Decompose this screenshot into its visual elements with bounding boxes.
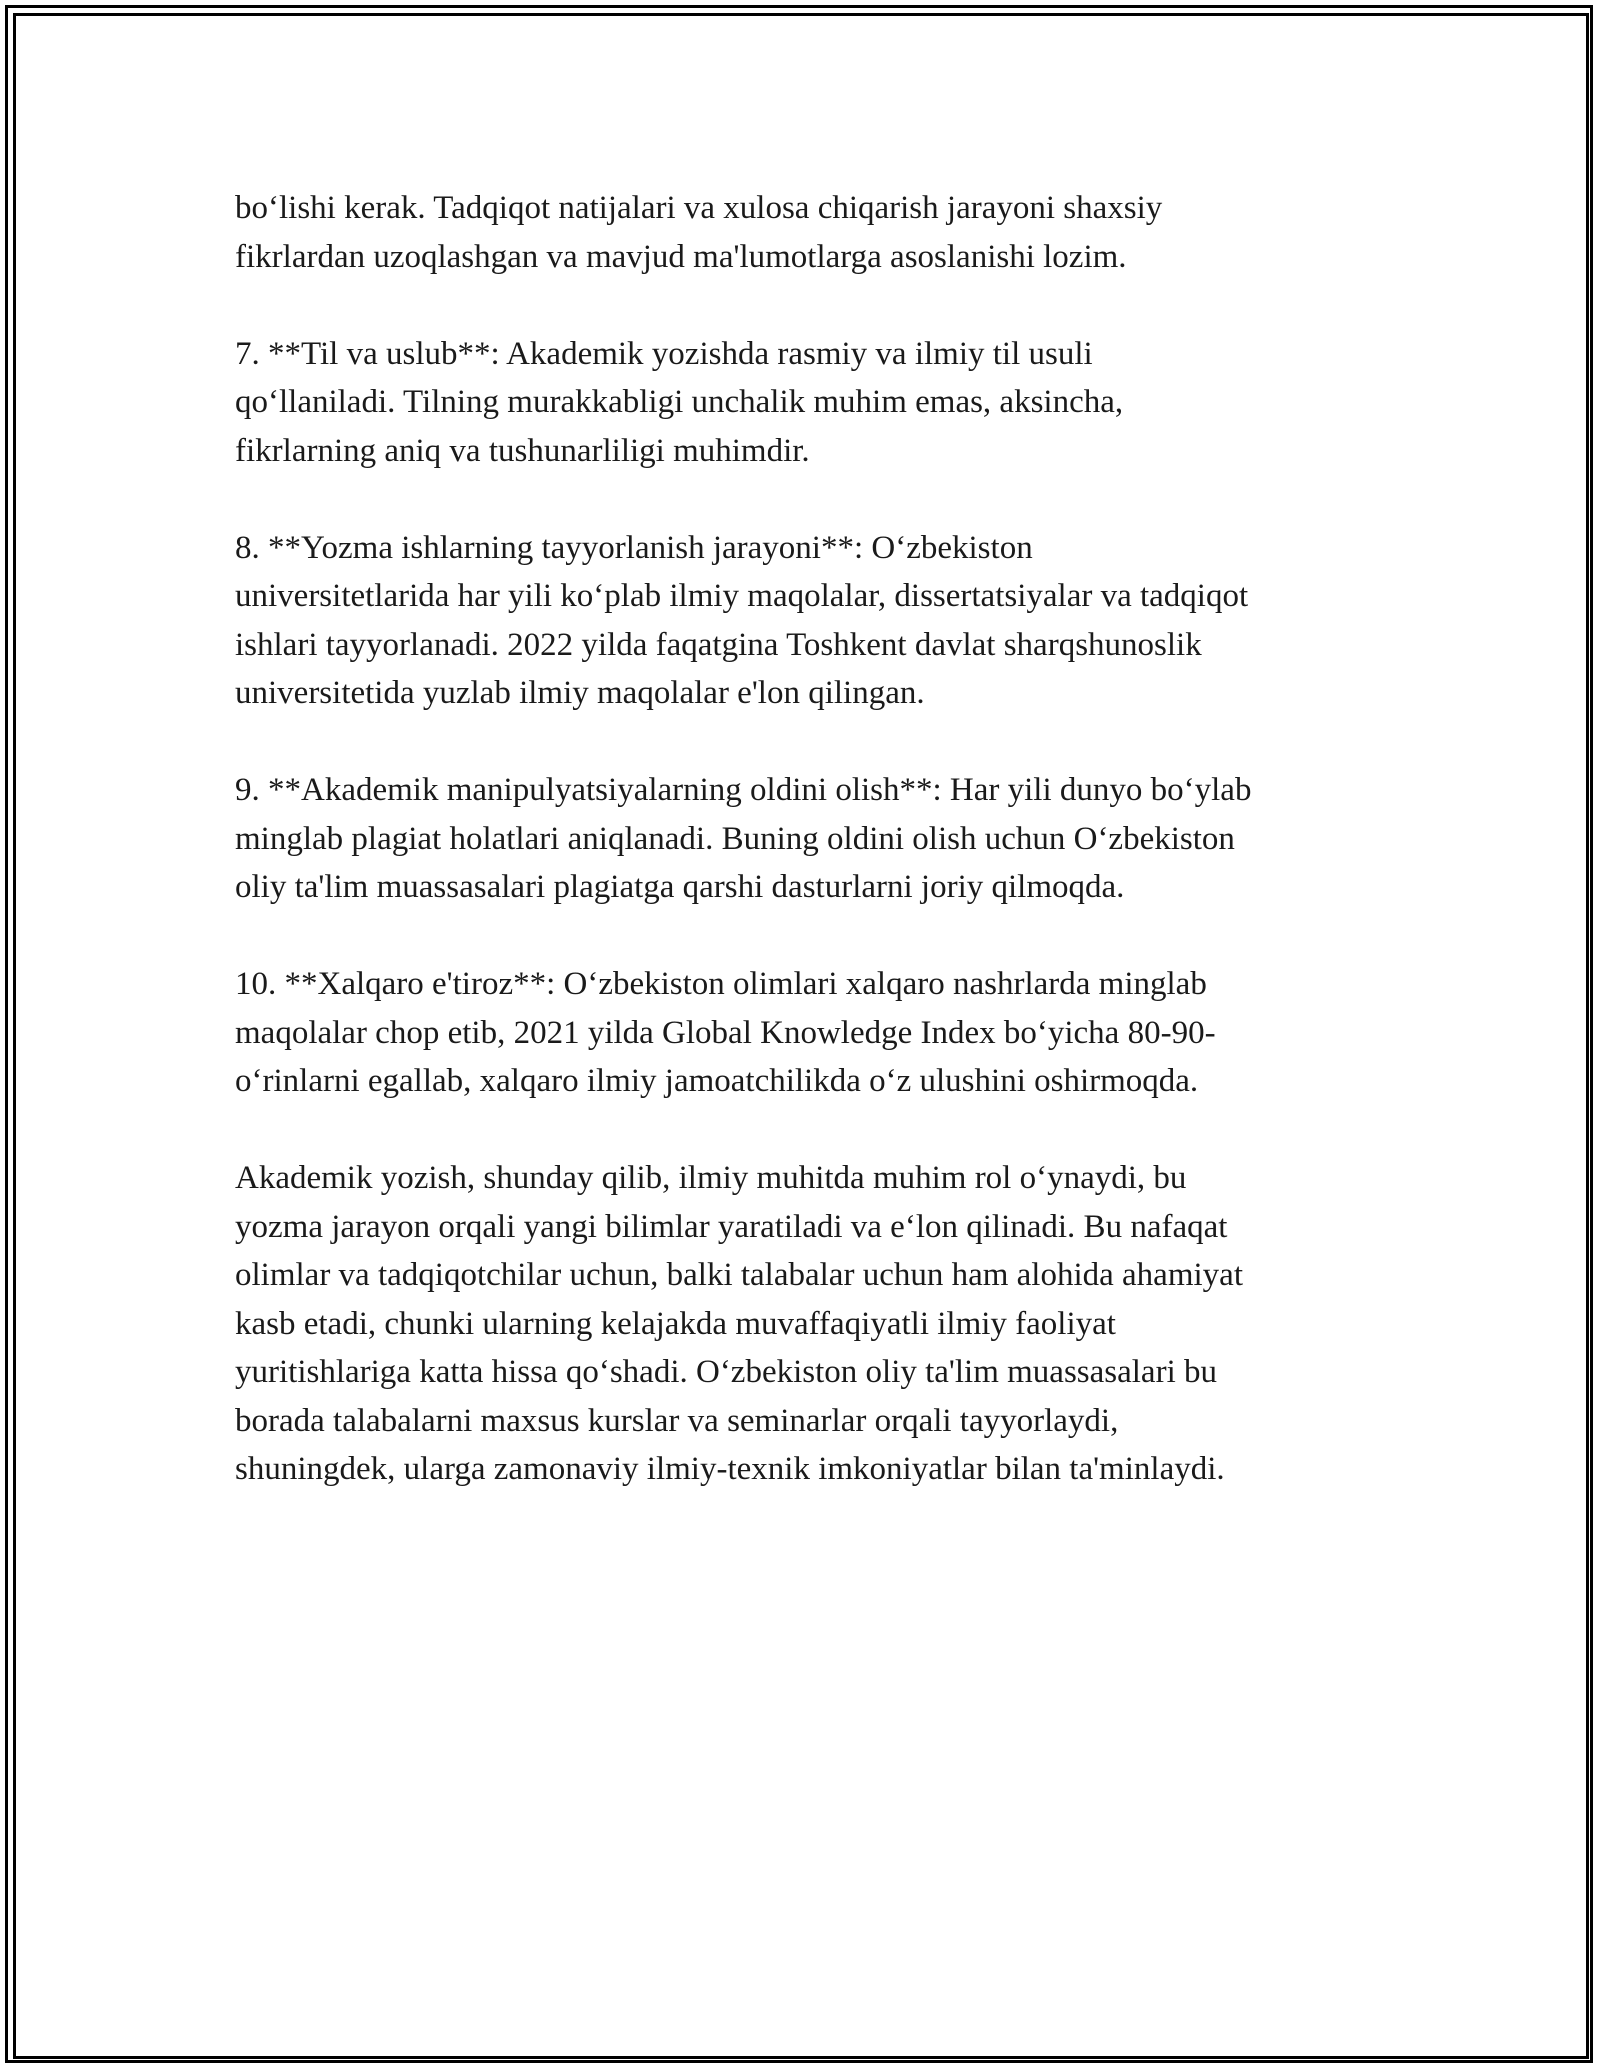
text-line: olimlar va tadqiqotchilar uchun, balki talabalar uchun ham alohida ahamiyat (235, 1257, 1243, 1293)
text-line: oʻrinlarni egallab, xalqaro ilmiy jamoatchilikda oʻz ulushini oshirmoqda. (235, 1063, 1199, 1099)
text-line: yozma jarayon orqali yangi bilimlar yaratiladi va eʻlon qilinadi. Bu nafaqat (235, 1208, 1228, 1245)
paragraph-item-10 (235, 960, 1395, 1106)
text-line: ishlari tayyorlanadi. 2022 yilda faqatgina Toshkent davlat sharqshunoslik (235, 626, 1202, 663)
text-line: oliy ta'lim muassasalari plagiatga qarshi dasturlarni joriy qilmoqda. (235, 869, 1125, 905)
text-line: minglab plagiat holatlari aniqlanadi. Buning oldini olish uchun Oʻzbekiston (235, 820, 1235, 857)
paragraph-item-9 (235, 766, 1395, 912)
text-line: shuningdek, ularga zamonaviy ilmiy-texnik imkoniyatlar bilan ta'minlaydi. (235, 1451, 1225, 1487)
paragraph-item-8 (235, 524, 1395, 718)
text-line: qoʻllaniladi. Tilning murakkabligi unchalik muhim emas, aksincha, (235, 384, 1124, 420)
paragraph-item-7 (235, 330, 1395, 476)
text-line: 10. **Xalqaro e'tiroz**: Oʻzbekiston olimlari xalqaro nashrlarda minglab (235, 966, 1207, 1002)
text-line: Akademik yozish, shunday qilib, ilmiy muhitda muhim rol oʻynaydi, bu (235, 1160, 1187, 1196)
text-line: universitetlarida har yili koʻplab ilmiy maqolalar, dissertatsiyalar va tadqiqot (235, 578, 1249, 614)
text-line: 8. **Yozma ishlarning tayyorlanish jarayoni**: Oʻzbekiston (235, 529, 1033, 566)
paragraph-continuation (235, 184, 1395, 281)
text-line: borada talabalarni maxsus kurslar va seminarlar orqali tayyorlaydi, (235, 1402, 1119, 1439)
text-line: 9. **Akademik manipulyatsiyalarning oldini olish**: Har yili dunyo boʻylab (235, 772, 1252, 808)
paragraph-conclusion (235, 1154, 1395, 1494)
text-line: fikrlardan uzoqlashgan va mavjud ma'lumotlarga asoslanishi lozim. (235, 238, 1127, 275)
text-line: fikrlarning aniq va tushunarliligi muhimdir. (235, 432, 810, 469)
text-line: boʻlishi kerak. Tadqiqot natijalari va xulosa chiqarish jarayoni shaxsiy (235, 190, 1163, 226)
text-line: kasb etadi, chunki ularning kelajakda muvaffaqiyatli ilmiy faoliyat (235, 1305, 1116, 1342)
text-line: 7. **Til va uslub**: Akademik yozishda rasmiy va ilmiy til usuli (235, 335, 1093, 372)
text-line: maqolalar chop etib, 2021 yilda Global Knowledge Index boʻyicha 80-90- (235, 1014, 1216, 1051)
text-line: universitetida yuzlab ilmiy maqolalar e'lon qilingan. (235, 675, 925, 711)
document-body (235, 184, 1395, 1542)
text-line: yuritishlariga katta hissa qoʻshadi. Oʻzbekiston oliy ta'lim muassasalari bu (235, 1354, 1217, 1390)
